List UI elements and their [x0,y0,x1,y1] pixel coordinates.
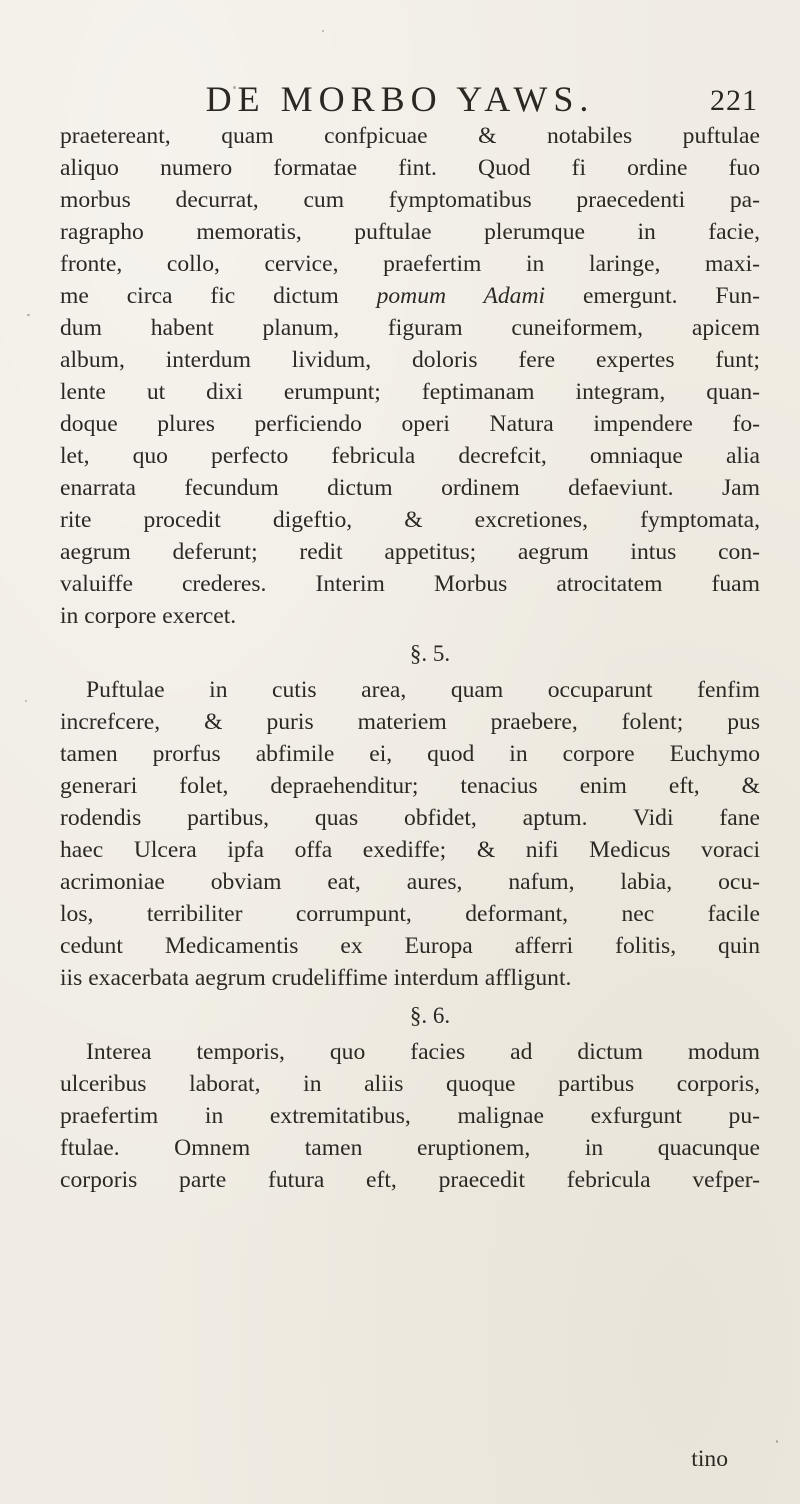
section-5-paragraph [60,674,760,994]
text-fragment: me circa fic dictum [60,283,339,309]
paper-speck [322,30,324,32]
section-mark-6: §. 6. [409,1003,451,1028]
text-line: let, quo perfecto febricula decrefcit, omniaque alia [60,443,760,469]
text-line: ulceribus laborat, in aliis quoque partibus corporis, [60,1071,760,1097]
paper-speck [25,700,27,702]
text-line: praefertim in extremitatibus, malignae exfurgunt pu- [60,1103,760,1129]
text-line: ftulae. Omnem tamen eruptionem, in quacunque [60,1135,760,1161]
paper-speck [776,1440,778,1443]
text-line: rite procedit digeftio, & excretiones, fymptomata, [60,507,760,533]
text-line: increfcere, & puris materiem praebere, folent; pus [60,709,760,735]
section-mark-5: §. 5. [409,641,451,666]
text-line: los, terribiliter corrumpunt, deformant, nec facile [60,901,760,927]
text-line: iis exacerbata aegrum crudeliffime interdum affligunt. [60,965,572,991]
paragraph-1 [60,120,760,632]
text-line: valuiffe crederes. Interim Morbus atrocitatem fuam [60,571,760,597]
italic-term: pomum Adami [376,283,546,309]
text-line-mixed [60,280,760,312]
text-line: fronte, collo, cervice, praefertim in laringe, maxi- [60,251,760,277]
text-line: doque plures perficiendo operi Natura impendere fo- [60,411,760,437]
text-line: corporis parte futura eft, praecedit febricula vefper- [60,1167,760,1193]
paper-speck [27,314,30,316]
catchword: tino [691,1446,728,1472]
text-line: Puftulae in cutis area, quam occuparunt fenfim [86,677,760,703]
text-line: acrimoniae obviam eat, aures, nafum, labia, ocu- [60,869,760,895]
paper-speck [233,86,236,89]
text-line: praetereant, quam confpicuae & notabiles puftulae [60,123,760,149]
running-title: DE MORBO YAWS. [205,79,595,119]
text-line: rodendis partibus, quas obfidet, aptum. Vidi fane [60,805,760,831]
text-line: dum habent planum, figuram cuneiformem, apicem [60,315,760,341]
text-line: morbus decurrat, cum fymptomatibus praecedenti pa- [60,187,760,213]
text-line: album, interdum lividum, doloris fere expertes funt; [60,347,760,373]
text-line: in corpore exercet. [60,603,237,629]
text-fragment: emergunt. Fun- [582,283,760,309]
text-line: aliquo numero formatae fint. Quod fi ordine fuo [60,155,760,181]
text-line: cedunt Medicamentis ex Europa afferri folitis, quin [60,933,760,959]
text-line: aegrum deferunt; redit appetitus; aegrum intus con- [60,539,760,565]
text-line: tamen prorfus abfimile ei, quod in corpore Euchymo [60,741,760,767]
text-line: ragrapho memoratis, puftulae plerumque in facie, [60,219,760,245]
text-line: generari folet, depraehenditur; tenacius enim eft, & [60,773,760,799]
section-6-paragraph [60,1036,760,1196]
text-line: lente ut dixi erumpunt; feptimanam integram, quan- [60,379,760,405]
text-line: Interea temporis, quo facies ad dictum modum [86,1039,760,1065]
page-number: 221 [710,84,758,117]
body-text [60,120,760,1196]
text-line: enarrata fecundum dictum ordinem defaeviunt. Jam [60,475,760,501]
text-line: haec Ulcera ipfa offa exediffe; & nifi Medicus voraci [60,837,760,863]
